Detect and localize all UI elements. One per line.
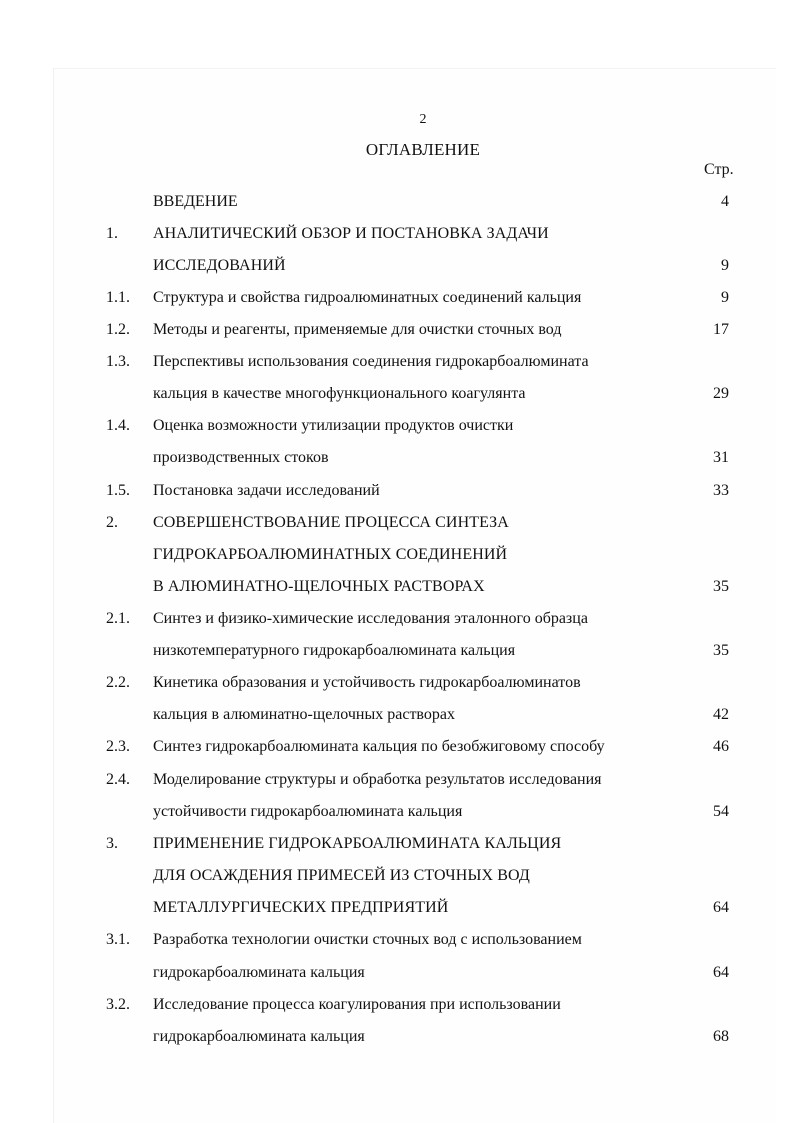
toc-entry-number: 2.2. (106, 674, 130, 691)
toc-entry-page: 29 (713, 385, 729, 402)
toc-entry-title: В АЛЮМИНАТНО-ЩЕЛОЧНЫХ РАСТВОРАХ (153, 578, 485, 595)
toc-entry-number: 3.2. (106, 996, 130, 1013)
toc-entry-number: 1.2. (106, 321, 130, 338)
toc-entry-title: Методы и реагенты, применяемые для очистки сточных вод (153, 321, 562, 338)
toc-entry (0, 446, 793, 470)
toc-entry-page: 64 (713, 964, 729, 981)
toc-entry (0, 543, 793, 567)
toc-entry (0, 222, 793, 246)
toc-entry-title: Исследование процесса коагулирования при использовании (153, 996, 561, 1013)
toc-entry-page: 42 (713, 706, 729, 723)
toc-entry-title: ДЛЯ ОСАЖДЕНИЯ ПРИМЕСЕЙ ИЗ СТОЧНЫХ ВОД (153, 867, 530, 884)
toc-entry (0, 190, 793, 214)
toc-entry (0, 864, 793, 888)
toc-entry-page: 35 (713, 642, 729, 659)
toc-entry-title: Перспективы использования соединения гидрокарбоалюмината (153, 353, 589, 370)
toc-entry (0, 896, 793, 920)
toc-entry (0, 511, 793, 535)
page-title: ОГЛАВЛЕНИЕ (365, 140, 481, 159)
toc-entry-title: Структура и свойства гидроалюминатных соединений кальция (153, 289, 582, 306)
toc-entry-page: 33 (713, 482, 729, 499)
toc-entry-title: низкотемпературного гидрокарбоалюмината кальция (153, 642, 516, 659)
toc-entry-number: 1.1. (106, 289, 130, 306)
toc-entry-page: 9 (721, 289, 729, 306)
toc-entry (0, 414, 793, 438)
toc-entry (0, 350, 793, 374)
toc-entry-title: кальция в алюминатно-щелочных растворах (153, 706, 455, 723)
toc-entry (0, 735, 793, 759)
toc-entry-number: 1. (106, 225, 118, 242)
toc-entry-title: устойчивости гидрокарбоалюмината кальция (153, 803, 463, 820)
toc-entry (0, 832, 793, 856)
toc-entry-number: 2.1. (106, 610, 130, 627)
toc-entry-title: гидрокарбоалюмината кальция (153, 964, 365, 981)
toc-entry-number: 2. (106, 514, 118, 531)
toc-entry-page: 68 (713, 1028, 729, 1045)
toc-entry-title: Синтез и физико-химические исследования эталонного образца (153, 610, 588, 627)
toc-entry (0, 254, 793, 278)
toc-entry (0, 607, 793, 631)
toc-entry (0, 639, 793, 663)
toc-entry-title: Кинетика образования и устойчивость гидрокарбоалюминатов (153, 674, 581, 691)
toc-entry (0, 800, 793, 824)
toc-entry (0, 286, 793, 310)
toc-entry (0, 768, 793, 792)
toc-entry-title: производственных стоков (153, 449, 329, 466)
toc-entry-page: 17 (713, 321, 729, 338)
toc-entry-number: 2.4. (106, 771, 130, 788)
toc-entry-title: кальция в качестве многофункционального коагулянта (153, 385, 526, 402)
toc-entry-title: АНАЛИТИЧЕСКИЙ ОБЗОР И ПОСТАНОВКА ЗАДАЧИ (153, 225, 549, 242)
toc-entry-number: 1.4. (106, 417, 130, 434)
toc-entry-title: Постановка задачи исследований (153, 482, 380, 499)
toc-entry (0, 575, 793, 599)
toc-entry-title: ВВЕДЕНИЕ (153, 193, 238, 210)
toc-entry-title: МЕТАЛЛУРГИЧЕСКИХ ПРЕДПРИЯТИЙ (153, 899, 449, 916)
toc-entry-page: 31 (713, 449, 729, 466)
toc-entry-number: 3. (106, 835, 118, 852)
toc-entry-page: 46 (713, 738, 729, 755)
toc-entry-page: 54 (713, 803, 729, 820)
toc-entry-page: 64 (713, 899, 729, 916)
toc-entry (0, 479, 793, 503)
toc-entry-title: Моделирование структуры и обработка результатов исследования (153, 771, 602, 788)
toc-entry-title: ПРИМЕНЕНИЕ ГИДРОКАРБОАЛЮМИНАТА КАЛЬЦИЯ (153, 835, 562, 852)
toc-entry-title: ИССЛЕДОВАНИЙ (153, 257, 286, 274)
page-column-header: Стр. (704, 161, 734, 178)
toc-entry-number: 2.3. (106, 738, 130, 755)
toc-entry-page: 4 (721, 193, 729, 210)
toc-entry-title: Синтез гидрокарбоалюмината кальция по безобжиговому способу (153, 738, 605, 755)
toc-entry (0, 382, 793, 406)
toc-entry-title: Разработка технологии очистки сточных вод с использованием (153, 931, 582, 948)
toc-entry (0, 703, 793, 727)
toc-entry (0, 961, 793, 985)
toc-entry (0, 928, 793, 952)
toc-entry-number: 1.3. (106, 353, 130, 370)
toc-entry (0, 1025, 793, 1049)
toc-entry-title: Оценка возможности утилизации продуктов очистки (153, 417, 514, 434)
toc-entry-page: 35 (713, 578, 729, 595)
toc-entry-number: 1.5. (106, 482, 130, 499)
toc-entry (0, 318, 793, 342)
toc-entry (0, 671, 793, 695)
toc-entry (0, 993, 793, 1017)
toc-entry-title: гидрокарбоалюмината кальция (153, 1028, 365, 1045)
toc-entry-page: 9 (721, 257, 729, 274)
toc-entry-number: 3.1. (106, 931, 130, 948)
toc-entry-title: ГИДРОКАРБОАЛЮМИНАТНЫХ СОЕДИНЕНИЙ (153, 546, 508, 563)
toc-entry-title: СОВЕРШЕНСТВОВАНИЕ ПРОЦЕССА СИНТЕЗА (153, 514, 509, 531)
page-number: 2 (419, 112, 427, 127)
